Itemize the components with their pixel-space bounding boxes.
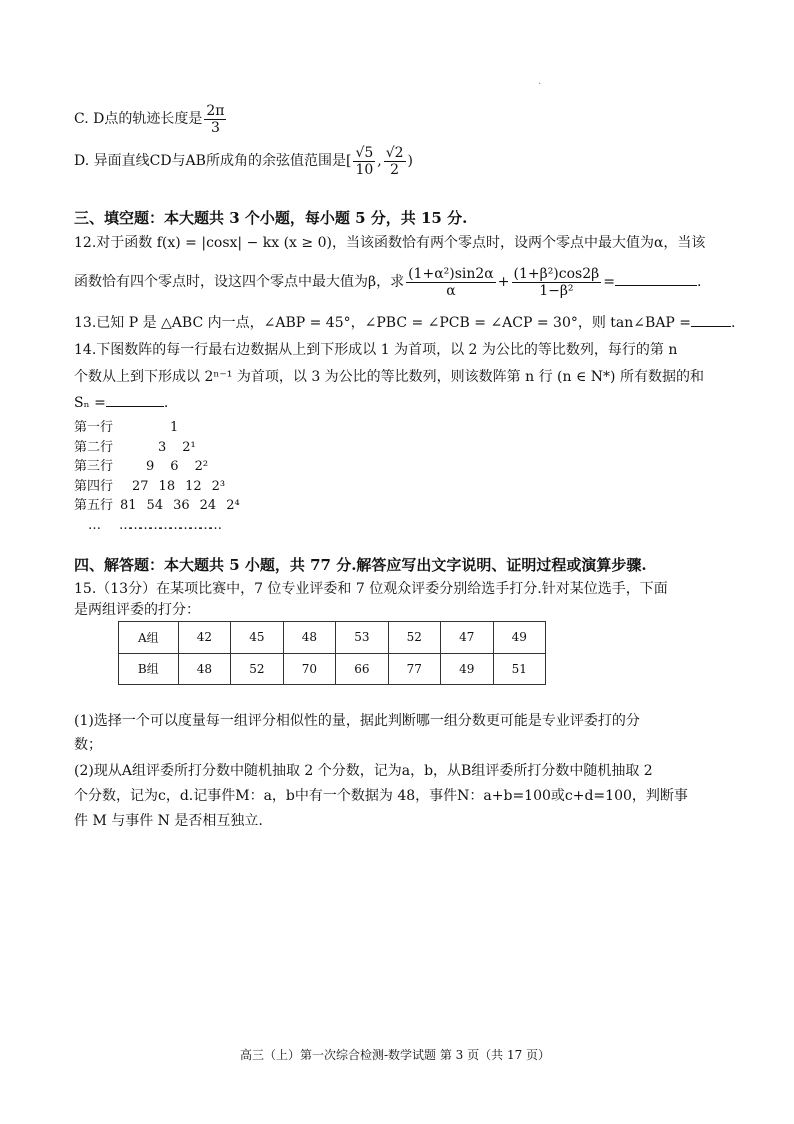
table-cell: 52 bbox=[231, 653, 283, 685]
q13-text: 13.已知 P 是 △ABC 内一点，∠ABP = 45°，∠PBC = ∠PCB = ∠ACP = 30°，则 tan∠BAP = bbox=[74, 315, 692, 331]
q13-answer-blank[interactable] bbox=[691, 314, 731, 327]
table-row bbox=[119, 622, 546, 654]
option-c-fraction bbox=[204, 103, 226, 136]
array-ellipsis-row bbox=[74, 516, 240, 536]
array-row-4 bbox=[74, 477, 240, 497]
q12-equals: = bbox=[603, 274, 615, 290]
q14-line1: 14.下图数阵的每一行最右边数据从上到下形成以 1 为首项，以 2 为公比的等比数列，每行的第 n bbox=[74, 342, 678, 358]
scores-table bbox=[118, 621, 546, 685]
array-cell: 2³ bbox=[211, 478, 226, 494]
option-d-text: D. 异面直线CD与AB所成角的余弦值范围是[ bbox=[74, 153, 352, 169]
array-cell: 2⁴ bbox=[226, 498, 240, 513]
array-cell: 24 bbox=[199, 498, 217, 513]
option-c bbox=[74, 102, 228, 136]
table-cell: 70 bbox=[283, 653, 335, 685]
array-row-label: 第四行 bbox=[74, 478, 114, 494]
q15-part1-line2: 数； bbox=[74, 737, 102, 753]
array-cell: 12 bbox=[185, 478, 202, 494]
q14-sum-label: Sₙ = bbox=[74, 395, 106, 411]
table-cell: 48 bbox=[283, 622, 335, 654]
table-cell: 45 bbox=[231, 622, 283, 654]
q13 bbox=[74, 312, 735, 332]
table-cell: 47 bbox=[441, 622, 493, 654]
array-row-label: 第五行 bbox=[74, 498, 114, 513]
table-cell: 52 bbox=[388, 622, 440, 654]
array-row-label: 第一行 bbox=[74, 420, 114, 435]
q14-line3 bbox=[74, 394, 168, 411]
table-cell: 51 bbox=[493, 653, 546, 685]
table-cell: 49 bbox=[441, 653, 493, 685]
table-cell-label: A组 bbox=[119, 622, 179, 654]
q14-end: . bbox=[163, 395, 169, 411]
q15-line1: 15.（13分）在某项比赛中，7 位专业评委和 7 位观众评委分别给选手打分.针对某位选手，下面 bbox=[74, 581, 668, 597]
q12-f1-den: α bbox=[446, 282, 456, 299]
array-cell: 2² bbox=[194, 459, 209, 474]
table-cell: 66 bbox=[336, 653, 388, 685]
array-row-2 bbox=[74, 438, 240, 458]
q15-line2: 是两组评委的打分： bbox=[74, 602, 200, 618]
array-row-label: 第二行 bbox=[74, 439, 114, 455]
q12-f1-num: (1+α²)sin2α bbox=[408, 265, 494, 282]
q14-line2: 个数从上到下形成以 2ⁿ⁻¹ 为首项，以 3 为公比的等比数列，则该数阵第 n 行 (n ∈ N*) 所有数据的和 bbox=[74, 369, 704, 385]
option-c-text: C. D点的轨迹长度是 bbox=[74, 111, 203, 127]
array-cell: 3 bbox=[158, 439, 167, 455]
q12-f2-num: (1+β²)cos2β bbox=[513, 265, 600, 282]
option-d-close: ) bbox=[407, 153, 414, 169]
section4-heading: 四、解答题：本大题共 5 小题，共 77 分.解答应写出文字说明、证明过程或演算步骤. bbox=[74, 556, 647, 574]
table-cell: 49 bbox=[493, 622, 546, 654]
array-row-3 bbox=[74, 457, 240, 477]
array-ellipsis-left: … bbox=[88, 517, 101, 533]
option-d-f1-den: 10 bbox=[355, 161, 374, 178]
array-cell: 54 bbox=[146, 498, 164, 513]
option-d-f2-num: √2 bbox=[385, 144, 404, 161]
number-array bbox=[74, 418, 240, 535]
array-cell: 36 bbox=[173, 498, 190, 513]
table-cell: 77 bbox=[388, 653, 440, 685]
array-cell: 6 bbox=[170, 459, 179, 474]
array-row-5 bbox=[74, 496, 240, 516]
array-cell: 27 bbox=[132, 478, 149, 494]
array-cell: 9 bbox=[146, 459, 155, 474]
q12-line2-text: 函数恰有四个零点时，设这四个零点中最大值为β，求 bbox=[74, 274, 405, 290]
option-d-fraction-1 bbox=[353, 145, 375, 178]
q15-part2-line2: 个分数，记为c，d.记事件M：a，b中有一个数据为 48，事件N：a+b=100或c+d=100，判断事 bbox=[74, 788, 688, 804]
option-d-f1-num: √5 bbox=[355, 144, 374, 161]
q14-answer-blank[interactable] bbox=[106, 394, 164, 407]
array-cell: 1 bbox=[170, 420, 179, 435]
array-cell: 2¹ bbox=[182, 439, 196, 455]
table-cell: 53 bbox=[336, 622, 388, 654]
q15-part1-line1: (1)选择一个可以度量每一组评分相似性的量，据此判断哪一组分数更可能是专业评委打的分 bbox=[74, 713, 640, 729]
table-cell-label: B组 bbox=[119, 653, 179, 685]
q12-fraction-1 bbox=[406, 266, 496, 299]
q12-plus: + bbox=[497, 274, 510, 290]
array-row-1 bbox=[74, 418, 240, 438]
q15-part2-line1: (2)现从A组评委所打分数中随机抽取 2 个分数，记为a，b，从B组评委所打分数中随机抽取 2 bbox=[74, 763, 653, 779]
array-cell: 81 bbox=[120, 498, 137, 513]
section3-heading: 三、填空题：本大题共 3 个小题，每小题 5 分，共 15 分. bbox=[74, 209, 468, 227]
table-row bbox=[119, 653, 546, 685]
option-d-fraction-2 bbox=[384, 145, 406, 178]
q12-f2-den: 1−β² bbox=[539, 282, 574, 299]
q12-fraction-2 bbox=[512, 266, 602, 299]
option-c-frac-num: 2π bbox=[206, 102, 225, 119]
table-cell: 48 bbox=[178, 653, 230, 685]
array-ellipsis-right: ………………………… bbox=[119, 517, 219, 533]
q12-end: . bbox=[696, 274, 702, 290]
option-d-f2-den: 2 bbox=[390, 161, 400, 178]
array-row-label: 第三行 bbox=[74, 459, 114, 474]
array-cell: 18 bbox=[158, 478, 176, 494]
table-cell: 42 bbox=[178, 622, 230, 654]
q12-line2 bbox=[74, 262, 701, 302]
top-mark: . bbox=[538, 76, 542, 87]
q12-answer-blank[interactable] bbox=[615, 273, 697, 286]
page-footer: 高三（上）第一次综合检测-数学试题 第 3 页（共 17 页） bbox=[240, 1048, 551, 1062]
q12-line1: 12.对于函数 f(x) = |cosx| − kx (x ≥ 0)，当该函数恰有两个零点时，设两个零点中最大值为α，当该 bbox=[74, 235, 706, 251]
q15-part2-line3: 件 M 与事件 N 是否相互独立. bbox=[74, 813, 263, 829]
option-c-frac-den: 3 bbox=[210, 119, 220, 136]
option-d: D. 异面直线CD与AB所成角的余弦值范围是[ $\frac{√5}{10}$ , $\frac{√2}{2}$ ) bbox=[74, 144, 414, 178]
q13-end: . bbox=[731, 315, 736, 331]
